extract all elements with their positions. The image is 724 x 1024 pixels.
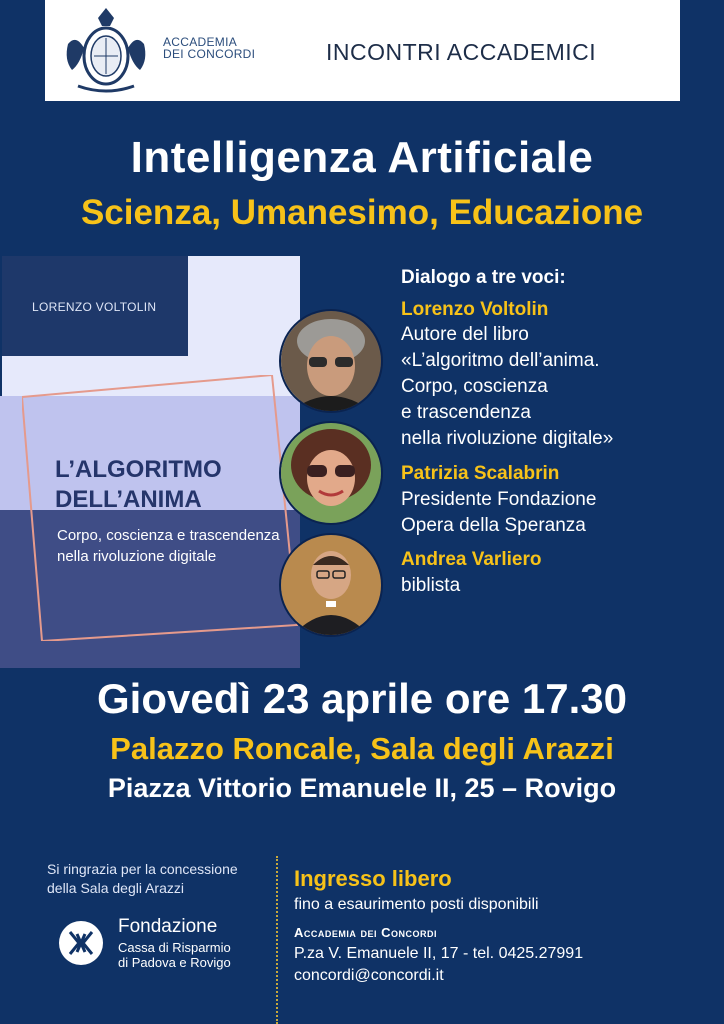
book-subtitle-line1: Corpo, coscienza e trascendenza [57,527,280,544]
entry-note: fino a esaurimento posti disponibili [294,896,539,913]
thanks-note [47,860,267,898]
person-photo-priest-icon [281,535,381,635]
academy-name-line2: DEI CONCORDI [163,47,256,61]
thanks-line1: Si ringrazia per la concessione [47,861,238,877]
event-subtitle: Scienza, Umanesimo, Educazione [80,193,644,232]
speaker-desc-line: nella rivoluzione digitale» [401,428,614,449]
speaker-photo-scalabrin [279,421,383,525]
sponsor-name: Fondazione [118,916,218,937]
event-title: Intelligenza Artificiale [130,133,594,182]
speaker-desc-line: e trascendenza [401,402,531,423]
book-author: LORENZO VOLTOLIN [32,300,157,314]
organizer-address: P.za V. Emanuele II, 17 - tel. 0425.27991 [294,945,584,962]
book-title [55,455,222,515]
sponsor-subtitle [118,940,231,970]
sponsor-sub-line2: di Padova e Rovigo [118,955,231,970]
speaker-desc-line: Presidente Fondazione [401,489,597,510]
book-subtitle-line2: nella rivoluzione digitale [57,548,217,565]
academy-name [163,36,255,60]
organizer-name: Accademia dei Concordi [294,925,438,940]
fondazione-logo-icon [58,920,104,966]
speaker-name: Patrizia Scalabrin [401,463,560,484]
speaker-desc-line: Autore del libro [401,324,529,345]
speaker-desc-line: «L’algoritmo dell’anima. [401,350,600,371]
book-title-line1: L’ALGORITMO [55,456,222,483]
speaker-desc-line: Opera della Speranza [401,515,586,536]
academy-crest-icon [58,4,154,96]
person-photo-man-glasses-icon [281,311,381,411]
thanks-line2: della Sala degli Arazzi [47,880,184,896]
series-title: INCONTRI ACCADEMICI [326,39,597,65]
event-date: Giovedì 23 aprile ore 17.30 [97,675,627,722]
book-title-line2: DELL’ANIMA [55,486,202,513]
speaker-desc-line: Corpo, coscienza [401,376,548,397]
academy-name-line1: ACCADEMIA [163,35,238,49]
organizer-email[interactable]: concordi@concordi.it [294,967,444,984]
speaker-name: Andrea Varliero [401,549,542,570]
entry-title: Ingresso libero [294,866,452,891]
event-address: Piazza Vittorio Emanuele II, 25 – Rovigo [107,773,617,803]
event-venue: Palazzo Roncale, Sala degli Arazzi [110,731,614,766]
speaker-name: Lorenzo Voltolin [401,299,549,320]
book-subtitle [57,525,280,567]
person-photo-woman-sunglasses-icon [281,423,381,523]
sponsor-sub-line1: Cassa di Risparmio [118,940,231,955]
speaker-desc-line: biblista [401,575,461,596]
speaker-photo-voltolin [279,309,383,413]
dialogue-heading: Dialogo a tre voci: [401,267,566,288]
footer-divider [276,856,278,1024]
speaker-photo-varliero [279,533,383,637]
